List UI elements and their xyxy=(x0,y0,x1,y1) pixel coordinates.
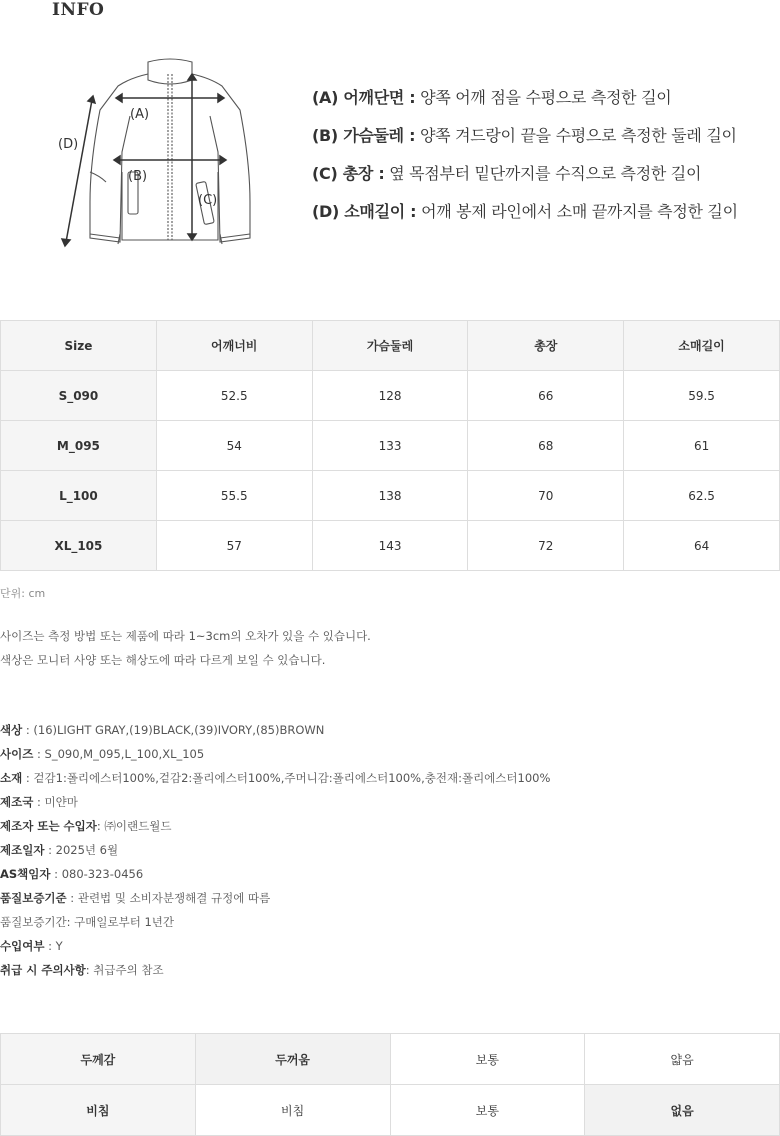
feel-option: 얇음 xyxy=(585,1034,780,1085)
table-cell: 66 xyxy=(468,371,624,421)
feel-option: 보통 xyxy=(390,1085,585,1136)
spec-key: 품질보증기준 xyxy=(0,891,67,905)
table-row xyxy=(1,421,780,471)
unit-note: 단위: cm xyxy=(0,587,46,600)
label-b: (B) xyxy=(128,169,148,184)
legend-line-a xyxy=(312,86,738,124)
feel-option: 비침 xyxy=(195,1085,390,1136)
legend-label: (C) 총장 : xyxy=(312,164,385,183)
size-cell: XL_105 xyxy=(1,521,157,571)
legend-label: (D) 소매길이 : xyxy=(312,202,417,221)
spec-country xyxy=(0,790,550,814)
feel-option: 보통 xyxy=(390,1034,585,1085)
size-table-header-row xyxy=(1,321,780,371)
table-row xyxy=(1,371,780,421)
table-row xyxy=(1,521,780,571)
table-cell: 138 xyxy=(312,471,468,521)
spec-value: : Y xyxy=(44,939,63,953)
header-chest: 가슴둘레 xyxy=(312,321,468,371)
table-cell: 133 xyxy=(312,421,468,471)
table-cell: 52.5 xyxy=(156,371,312,421)
spec-value: : (16)LIGHT GRAY,(19)BLACK,(39)IVORY,(85)BROWN xyxy=(22,723,325,737)
info-title: INFO xyxy=(52,0,105,20)
spec-value: : 취급주의 참조 xyxy=(85,963,164,977)
table-cell: 57 xyxy=(156,521,312,571)
size-cell: S_090 xyxy=(1,371,157,421)
spec-value: : 2025년 6월 xyxy=(44,843,119,857)
table-cell: 55.5 xyxy=(156,471,312,521)
fabric-feel-table xyxy=(0,1033,780,1136)
legend-text: 양쪽 어깨 점을 수평으로 측정한 길이 xyxy=(415,88,672,107)
feel-row-sheer xyxy=(1,1085,780,1136)
spec-key: 수입여부 xyxy=(0,939,45,953)
size-table xyxy=(0,320,780,571)
jacket-measurement-diagram xyxy=(50,52,280,252)
header-sleeve: 소매길이 xyxy=(624,321,780,371)
spec-key: 색상 xyxy=(0,723,23,737)
size-cell: L_100 xyxy=(1,471,157,521)
spec-quality-standard xyxy=(0,886,550,910)
spec-value: : 관련법 및 소비자분쟁해결 규정에 따름 xyxy=(66,891,271,905)
table-cell: 64 xyxy=(624,521,780,571)
header-shoulder: 어깨너비 xyxy=(156,321,312,371)
table-row xyxy=(1,471,780,521)
legend-line-d xyxy=(312,200,738,238)
note-line: 색상은 모니터 사양 또는 해상도에 따라 다르게 보일 수 있습니다. xyxy=(0,653,326,667)
spec-key: AS책임자 xyxy=(0,867,51,881)
legend-label: (A) 어깨단면 : xyxy=(312,88,416,107)
spec-value: : 구매일로부터 1년간 xyxy=(66,915,175,929)
table-cell: 70 xyxy=(468,471,624,521)
spec-key: 사이즈 xyxy=(0,747,34,761)
spec-size xyxy=(0,742,550,766)
header-size: Size xyxy=(1,321,157,371)
spec-manufacturer xyxy=(0,814,550,838)
measurement-legend xyxy=(312,86,738,238)
spec-material xyxy=(0,766,550,790)
spec-key: 품질보증기간 xyxy=(0,915,67,929)
spec-date xyxy=(0,838,550,862)
spec-key: 제조자 또는 수입자 xyxy=(0,819,97,833)
legend-line-c xyxy=(312,162,738,200)
spec-key: 취급 시 주의사항 xyxy=(0,963,86,977)
product-specs xyxy=(0,718,550,982)
spec-value: : S_090,M_095,L_100,XL_105 xyxy=(33,747,205,761)
spec-care xyxy=(0,958,550,982)
legend-line-b xyxy=(312,124,738,162)
size-notes xyxy=(0,624,371,672)
table-cell: 128 xyxy=(312,371,468,421)
table-cell: 54 xyxy=(156,421,312,471)
label-c: (C) xyxy=(198,193,218,208)
feel-option-selected: 두꺼움 xyxy=(195,1034,390,1085)
header-length: 총장 xyxy=(468,321,624,371)
table-cell: 62.5 xyxy=(624,471,780,521)
table-cell: 59.5 xyxy=(624,371,780,421)
table-cell: 61 xyxy=(624,421,780,471)
legend-text: 옆 목점부터 밑단까지를 수직으로 측정한 길이 xyxy=(384,164,702,183)
label-d: (D) xyxy=(58,137,79,152)
feel-option-selected: 없음 xyxy=(585,1085,780,1136)
table-cell: 68 xyxy=(468,421,624,471)
legend-text: 양쪽 겨드랑이 끝을 수평으로 측정한 둘레 길이 xyxy=(415,126,737,145)
table-cell: 143 xyxy=(312,521,468,571)
label-a: (A) xyxy=(130,107,150,122)
spec-value: : 겉감1:폴리에스터100%,겉감2:폴리에스터100%,주머니감:폴리에스터100%,충전재:폴리에스터100% xyxy=(22,771,551,785)
spec-value: : ㈜이랜드월드 xyxy=(96,819,172,833)
feel-row-thickness xyxy=(1,1034,780,1085)
spec-value: : 미얀마 xyxy=(33,795,78,809)
spec-quality-period xyxy=(0,910,550,934)
feel-head: 두께감 xyxy=(1,1034,196,1085)
size-cell: M_095 xyxy=(1,421,157,471)
spec-import xyxy=(0,934,550,958)
spec-key: 제조국 xyxy=(0,795,34,809)
table-cell: 72 xyxy=(468,521,624,571)
legend-text: 어깨 봉제 라인에서 소매 끝까지를 측정한 길이 xyxy=(416,202,738,221)
legend-label: (B) 가슴둘레 : xyxy=(312,126,416,145)
spec-value: : 080-323-0456 xyxy=(50,867,144,881)
feel-head: 비침 xyxy=(1,1085,196,1136)
note-line: 사이즈는 측정 방법 또는 제품에 따라 1~3cm의 오차가 있을 수 있습니다. xyxy=(0,629,371,643)
spec-color xyxy=(0,718,550,742)
spec-key: 소재 xyxy=(0,771,23,785)
spec-as xyxy=(0,862,550,886)
spec-key: 제조일자 xyxy=(0,843,45,857)
